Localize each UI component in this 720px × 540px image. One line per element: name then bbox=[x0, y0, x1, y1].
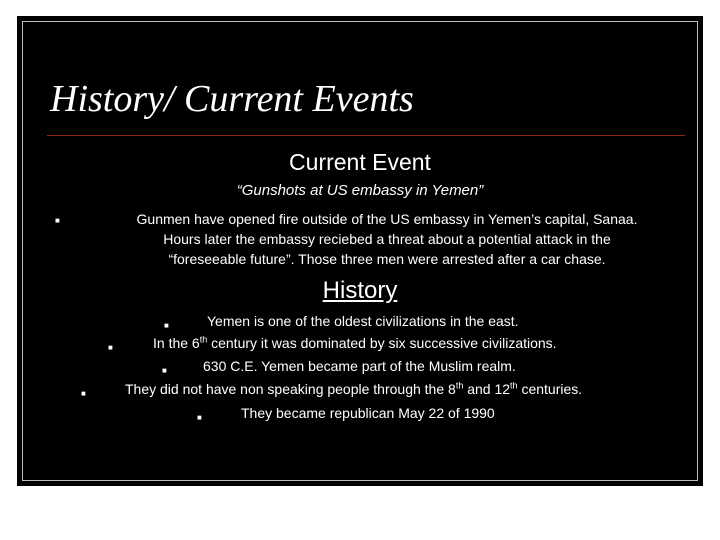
history-item bbox=[125, 381, 582, 397]
slide bbox=[17, 16, 703, 486]
ordinal-suffix: th bbox=[199, 334, 208, 345]
history-heading: History bbox=[322, 277, 398, 304]
history-item-text: They did not have non speaking people through the 8 bbox=[125, 381, 456, 397]
current-event-paragraph bbox=[77, 209, 697, 269]
bullet-square-icon: ■ bbox=[55, 216, 60, 225]
bullet-square-icon: ■ bbox=[164, 321, 169, 330]
history-item: 630 C.E. Yemen became part of the Muslim realm. bbox=[203, 358, 516, 374]
history-item-text: In the 6 bbox=[153, 335, 200, 351]
ordinal-suffix: th bbox=[455, 380, 464, 391]
history-item bbox=[153, 335, 557, 351]
headline-quote: “Gunshots at US embassy in Yemen” bbox=[236, 182, 484, 199]
bullet-square-icon: ■ bbox=[108, 343, 113, 352]
bullet-square-icon: ■ bbox=[162, 366, 167, 375]
current-event-heading: Current Event bbox=[289, 149, 431, 175]
history-item-text: and 12 bbox=[463, 381, 511, 397]
history-item-text: centuries. bbox=[517, 381, 583, 397]
bullet-square-icon: ■ bbox=[197, 413, 202, 422]
slide-title: History/ Current Events bbox=[50, 78, 414, 120]
title-divider bbox=[47, 135, 685, 136]
history-item: Yemen is one of the oldest civilizations in the east. bbox=[207, 313, 519, 329]
ordinal-suffix: th bbox=[510, 380, 518, 391]
paragraph-line: Gunmen have opened fire outside of the US embassy in Yemen’s capital, Sanaa. bbox=[136, 211, 638, 227]
bullet-square-icon: ■ bbox=[81, 389, 86, 398]
history-item: They became republican May 22 of 1990 bbox=[241, 405, 495, 421]
paragraph-line: Hours later the embassy reciebed a threat about a potential attack in the bbox=[163, 231, 611, 247]
history-item-text: century it was dominated by six successive civilizations. bbox=[207, 335, 557, 351]
paragraph-line: “foreseeable future”. Those three men were arrested after a car chase. bbox=[168, 251, 606, 267]
